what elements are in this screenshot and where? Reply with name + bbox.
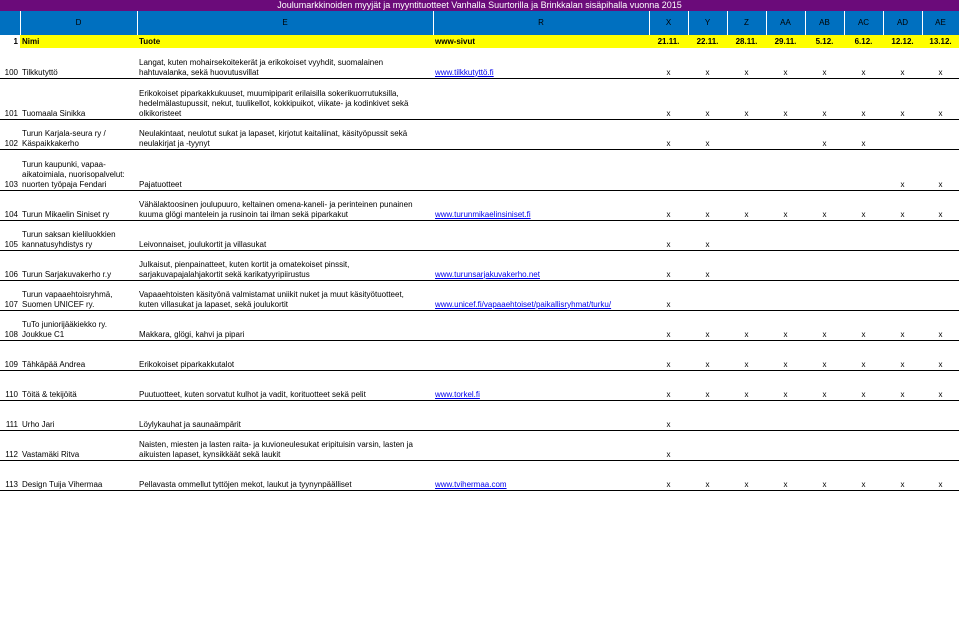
date-mark-cell[interactable]: x xyxy=(922,48,959,78)
date-mark-cell[interactable]: x xyxy=(844,340,883,370)
column-header[interactable]: AE xyxy=(922,11,959,35)
date-mark-cell[interactable]: x xyxy=(766,78,805,119)
date-mark-cell[interactable] xyxy=(766,250,805,280)
date-mark-cell[interactable]: x xyxy=(922,310,959,340)
seller-name-cell[interactable]: Tilkkutyttö xyxy=(20,48,137,78)
date-mark-cell[interactable]: x xyxy=(805,460,844,490)
date-mark-cell[interactable] xyxy=(649,149,688,190)
date-mark-cell[interactable]: x xyxy=(844,310,883,340)
date-mark-cell[interactable]: x xyxy=(649,190,688,220)
date-mark-cell[interactable]: x xyxy=(688,340,727,370)
website-cell[interactable]: www.turunmikaelinsiniset.fi xyxy=(433,190,649,220)
sheet-banner: Joulumarkkinoiden myyjät ja myyntituotteet Vanhalla Suurtorilla ja Brinkkalan sisäpihalla vuonna 2015 xyxy=(0,0,959,11)
product-cell[interactable]: Langat, kuten mohairsekoitekerät ja erikokoiset vyyhdit, suomalainen hahtuvalanka, sekä huovutusvillat xyxy=(137,48,433,78)
date-mark-cell[interactable]: x xyxy=(649,280,688,310)
date-mark-cell[interactable] xyxy=(727,149,766,190)
column-header[interactable]: E xyxy=(137,11,433,35)
date-mark-cell[interactable]: x xyxy=(805,48,844,78)
product-cell[interactable]: Pajatuotteet xyxy=(137,149,433,190)
date-mark-cell[interactable] xyxy=(805,280,844,310)
date-mark-cell[interactable]: x xyxy=(922,190,959,220)
table-row xyxy=(0,250,959,280)
website-cell[interactable] xyxy=(433,220,649,250)
website-cell[interactable]: www.unicef.fi/vapaaehtoiset/paikallisryhmat/turku/ xyxy=(433,280,649,310)
product-cell[interactable]: Vapaaehtoisten käsityönä valmistamat uniikit nuket ja muut käsityötuotteet, kuten villasukat ja lapaset, sekä joulukortit xyxy=(137,280,433,310)
seller-name-cell[interactable]: Turun kaupunki, vapaa- aikatoimiala, nuorisopalvelut: nuorten työpaja Fendari xyxy=(20,149,137,190)
date-mark-cell[interactable] xyxy=(883,220,922,250)
date-mark-cell[interactable] xyxy=(688,149,727,190)
website-cell[interactable]: www.torkel.fi xyxy=(433,370,649,400)
header-cell[interactable]: 12.12. xyxy=(883,35,922,48)
date-mark-cell[interactable]: x xyxy=(688,250,727,280)
date-mark-cell[interactable]: x xyxy=(688,310,727,340)
website-cell[interactable] xyxy=(433,400,649,430)
header-cell[interactable]: Tuote xyxy=(137,35,433,48)
date-mark-cell[interactable]: x xyxy=(688,119,727,149)
product-cell[interactable]: Erikokoiset piparkakkutalot xyxy=(137,340,433,370)
row-number[interactable]: 109 xyxy=(0,340,20,370)
website-cell[interactable] xyxy=(433,310,649,340)
header-cell[interactable]: 6.12. xyxy=(844,35,883,48)
date-mark-cell[interactable]: x xyxy=(766,310,805,340)
date-mark-cell[interactable] xyxy=(688,430,727,460)
date-mark-cell[interactable] xyxy=(922,280,959,310)
website-cell[interactable]: www.turunsarjakuvakerho.net xyxy=(433,250,649,280)
date-mark-cell[interactable] xyxy=(883,400,922,430)
date-mark-cell[interactable]: x xyxy=(766,340,805,370)
header-row xyxy=(0,35,959,48)
date-mark-cell[interactable]: x xyxy=(805,190,844,220)
date-mark-cell[interactable] xyxy=(805,149,844,190)
website-cell[interactable] xyxy=(433,119,649,149)
date-mark-cell[interactable]: x xyxy=(805,310,844,340)
seller-name-cell[interactable]: Turun Karjala-seura ry / Käspaikkakerho xyxy=(20,119,137,149)
header-cell[interactable]: 28.11. xyxy=(727,35,766,48)
date-mark-cell[interactable]: x xyxy=(649,310,688,340)
date-mark-cell[interactable]: x xyxy=(883,78,922,119)
date-mark-cell[interactable] xyxy=(805,220,844,250)
seller-name-cell[interactable]: TuTo juniorijääkiekko ry. Joukkue C1 xyxy=(20,310,137,340)
date-mark-cell[interactable] xyxy=(844,280,883,310)
product-cell[interactable]: Puutuotteet, kuten sorvatut kulhot ja vadit, korituotteet sekä pelit xyxy=(137,370,433,400)
header-cell[interactable]: 5.12. xyxy=(805,35,844,48)
date-mark-cell[interactable] xyxy=(844,400,883,430)
header-cell[interactable]: Nimi xyxy=(20,35,137,48)
date-mark-cell[interactable] xyxy=(766,430,805,460)
column-header[interactable]: Z xyxy=(727,11,766,35)
table-row xyxy=(0,78,959,119)
table-row xyxy=(0,190,959,220)
date-mark-cell[interactable] xyxy=(727,220,766,250)
column-header[interactable]: AB xyxy=(805,11,844,35)
seller-name-cell[interactable]: Tähkäpää Andrea xyxy=(20,340,137,370)
date-mark-cell[interactable]: x xyxy=(649,250,688,280)
column-header[interactable]: Y xyxy=(688,11,727,35)
date-mark-cell[interactable]: x xyxy=(727,340,766,370)
date-mark-cell[interactable]: x xyxy=(805,78,844,119)
date-mark-cell[interactable] xyxy=(805,250,844,280)
date-mark-cell[interactable] xyxy=(688,400,727,430)
date-mark-cell[interactable]: x xyxy=(766,190,805,220)
table-row xyxy=(0,340,959,370)
date-mark-cell[interactable]: x xyxy=(805,370,844,400)
column-header[interactable]: AA xyxy=(766,11,805,35)
date-mark-cell[interactable]: x xyxy=(766,48,805,78)
product-cell[interactable]: Löylykauhat ja saunaämpärit xyxy=(137,400,433,430)
column-header[interactable]: X xyxy=(649,11,688,35)
seller-name-cell[interactable]: Vastamäki Ritva xyxy=(20,430,137,460)
date-mark-cell[interactable] xyxy=(883,430,922,460)
header-cell[interactable]: 21.11. xyxy=(649,35,688,48)
column-header[interactable]: AC xyxy=(844,11,883,35)
website-cell[interactable] xyxy=(433,78,649,119)
row-number[interactable]: 105 xyxy=(0,220,20,250)
date-mark-cell[interactable]: x xyxy=(844,48,883,78)
seller-name-cell[interactable]: Turun vapaaehtoisryhmä, Suomen UNICEF ry. xyxy=(20,280,137,310)
date-mark-cell[interactable]: x xyxy=(883,460,922,490)
date-mark-cell[interactable]: x xyxy=(649,460,688,490)
date-mark-cell[interactable]: x xyxy=(688,78,727,119)
date-mark-cell[interactable] xyxy=(688,280,727,310)
date-mark-cell[interactable]: x xyxy=(883,340,922,370)
row-number[interactable]: 106 xyxy=(0,250,20,280)
row-number[interactable]: 113 xyxy=(0,460,20,490)
row-number[interactable]: 107 xyxy=(0,280,20,310)
date-mark-cell[interactable]: x xyxy=(727,190,766,220)
row-number[interactable]: 112 xyxy=(0,430,20,460)
date-mark-cell[interactable]: x xyxy=(922,149,959,190)
seller-name-cell[interactable]: Design Tuija Vihermaa xyxy=(20,460,137,490)
date-mark-cell[interactable] xyxy=(805,430,844,460)
date-mark-cell[interactable]: x xyxy=(922,370,959,400)
row-number[interactable]: 111 xyxy=(0,400,20,430)
table-row xyxy=(0,220,959,250)
spreadsheet-table xyxy=(0,11,959,491)
date-mark-cell[interactable] xyxy=(805,400,844,430)
seller-name-cell[interactable]: Turun Mikaelin Siniset ry xyxy=(20,190,137,220)
date-mark-cell[interactable]: x xyxy=(727,370,766,400)
date-mark-cell[interactable]: x xyxy=(727,78,766,119)
table-row xyxy=(0,280,959,310)
website-cell[interactable]: www.tilkkutyttö.fi xyxy=(433,48,649,78)
date-mark-cell[interactable] xyxy=(766,119,805,149)
date-mark-cell[interactable]: x xyxy=(883,48,922,78)
date-mark-cell[interactable] xyxy=(922,250,959,280)
date-mark-cell[interactable] xyxy=(727,400,766,430)
date-mark-cell[interactable]: x xyxy=(883,310,922,340)
date-mark-cell[interactable] xyxy=(844,250,883,280)
column-header[interactable] xyxy=(0,11,20,35)
date-mark-cell[interactable] xyxy=(922,220,959,250)
date-mark-cell[interactable] xyxy=(883,280,922,310)
website-cell[interactable]: www.tvihermaa.com xyxy=(433,460,649,490)
date-mark-cell[interactable]: x xyxy=(844,190,883,220)
date-mark-cell[interactable]: x xyxy=(922,460,959,490)
date-mark-cell[interactable]: x xyxy=(922,340,959,370)
date-mark-cell[interactable]: x xyxy=(649,119,688,149)
seller-name-cell[interactable]: Urho Jari xyxy=(20,400,137,430)
date-mark-cell[interactable] xyxy=(922,400,959,430)
date-mark-cell[interactable] xyxy=(727,119,766,149)
table-row xyxy=(0,149,959,190)
product-cell[interactable]: Julkaisut, pienpainatteet, kuten kortit ja omatekoiset pinssit, sarjakuvapajalahjakortit sekä karikatyyripiirustus xyxy=(137,250,433,280)
product-cell[interactable]: Pellavasta ommellut tyttöjen mekot, laukut ja tyynynpäälliset xyxy=(137,460,433,490)
date-mark-cell[interactable] xyxy=(727,280,766,310)
column-header[interactable]: R xyxy=(433,11,649,35)
date-mark-cell[interactable]: x xyxy=(727,310,766,340)
date-mark-cell[interactable]: x xyxy=(649,400,688,430)
date-mark-cell[interactable] xyxy=(883,119,922,149)
column-header[interactable]: AD xyxy=(883,11,922,35)
seller-name-cell[interactable]: Töitä & tekijöitä xyxy=(20,370,137,400)
date-mark-cell[interactable] xyxy=(766,149,805,190)
row-number[interactable]: 100 xyxy=(0,48,20,78)
row-number[interactable]: 102 xyxy=(0,119,20,149)
date-mark-cell[interactable]: x xyxy=(883,190,922,220)
date-mark-cell[interactable]: x xyxy=(649,78,688,119)
date-mark-cell[interactable]: x xyxy=(766,460,805,490)
table-row xyxy=(0,310,959,340)
table-row xyxy=(0,370,959,400)
date-mark-cell[interactable] xyxy=(883,250,922,280)
date-mark-cell[interactable]: x xyxy=(727,48,766,78)
date-mark-cell[interactable]: x xyxy=(649,370,688,400)
row-number[interactable]: 103 xyxy=(0,149,20,190)
header-cell[interactable]: 22.11. xyxy=(688,35,727,48)
table-row xyxy=(0,48,959,78)
row-number[interactable]: 108 xyxy=(0,310,20,340)
table-row xyxy=(0,119,959,149)
row-number[interactable]: 1 xyxy=(0,35,20,48)
table-row xyxy=(0,430,959,460)
product-cell[interactable]: Leivonnaiset, joulukortit ja villasukat xyxy=(137,220,433,250)
date-mark-cell[interactable]: x xyxy=(649,340,688,370)
date-mark-cell[interactable]: x xyxy=(805,119,844,149)
date-mark-cell[interactable]: x xyxy=(844,370,883,400)
date-mark-cell[interactable] xyxy=(766,220,805,250)
date-mark-cell[interactable]: x xyxy=(883,370,922,400)
website-cell[interactable] xyxy=(433,430,649,460)
column-header[interactable]: D xyxy=(20,11,137,35)
seller-name-cell[interactable]: Turun saksan kieliluokkien kannatusyhdistys ry xyxy=(20,220,137,250)
date-mark-cell[interactable] xyxy=(727,250,766,280)
date-mark-cell[interactable] xyxy=(844,430,883,460)
seller-name-cell[interactable]: Turun Sarjakuvakerho r.y xyxy=(20,250,137,280)
date-mark-cell[interactable]: x xyxy=(649,48,688,78)
date-mark-cell[interactable] xyxy=(844,149,883,190)
row-number[interactable]: 104 xyxy=(0,190,20,220)
date-mark-cell[interactable] xyxy=(922,119,959,149)
date-mark-cell[interactable]: x xyxy=(649,220,688,250)
date-mark-cell[interactable]: x xyxy=(844,78,883,119)
date-mark-cell[interactable]: x xyxy=(688,48,727,78)
product-cell[interactable]: Naisten, miesten ja lasten raita- ja kuvioneulesukat eripituisin varsin, lasten ja aikuisten lapaset, kynsikkäät sekä laukit xyxy=(137,430,433,460)
row-number[interactable]: 110 xyxy=(0,370,20,400)
row-number[interactable]: 101 xyxy=(0,78,20,119)
date-mark-cell[interactable] xyxy=(766,400,805,430)
table-row xyxy=(0,400,959,430)
product-cell[interactable]: Neulakintaat, neulotut sukat ja lapaset, kirjotut kaitaliinat, käsityöpussit sekä neulakirjat ja -tyynyt xyxy=(137,119,433,149)
header-cell[interactable]: www-sivut xyxy=(433,35,649,48)
date-mark-cell[interactable]: x xyxy=(766,370,805,400)
website-cell[interactable] xyxy=(433,340,649,370)
date-mark-cell[interactable] xyxy=(844,220,883,250)
seller-name-cell[interactable]: Tuomaala Sinikka xyxy=(20,78,137,119)
date-mark-cell[interactable]: x xyxy=(688,190,727,220)
date-mark-cell[interactable]: x xyxy=(844,119,883,149)
date-mark-cell[interactable]: x xyxy=(805,340,844,370)
date-mark-cell[interactable] xyxy=(766,280,805,310)
date-mark-cell[interactable] xyxy=(922,430,959,460)
website-cell[interactable] xyxy=(433,149,649,190)
header-cell[interactable]: 29.11. xyxy=(766,35,805,48)
product-cell[interactable]: Erikokoiset piparkakkukuuset, muumipiparit erilaisilla sokerikuorrutuksilla, hedelmälastupussit, nekut, tuulikellot, kokkipuikot, viikate- ja kodinkivet sekä olkikoristeet xyxy=(137,78,433,119)
header-cell[interactable]: 13.12. xyxy=(922,35,959,48)
date-mark-cell[interactable] xyxy=(727,430,766,460)
product-cell[interactable]: Vähälaktoosinen joulupuuro, keltainen omena-kaneli- ja perinteinen punainen kuuma glögi mantelein ja rusinoin tai ilman sekä piparkakut xyxy=(137,190,433,220)
date-mark-cell[interactable]: x xyxy=(844,460,883,490)
product-cell[interactable]: Makkara, glögi, kahvi ja pipari xyxy=(137,310,433,340)
date-mark-cell[interactable]: x xyxy=(688,370,727,400)
date-mark-cell[interactable]: x xyxy=(688,460,727,490)
date-mark-cell[interactable]: x xyxy=(649,430,688,460)
date-mark-cell[interactable]: x xyxy=(727,460,766,490)
date-mark-cell[interactable]: x xyxy=(883,149,922,190)
date-mark-cell[interactable]: x xyxy=(922,78,959,119)
column-header-row xyxy=(0,11,959,35)
table-row xyxy=(0,460,959,490)
date-mark-cell[interactable]: x xyxy=(688,220,727,250)
